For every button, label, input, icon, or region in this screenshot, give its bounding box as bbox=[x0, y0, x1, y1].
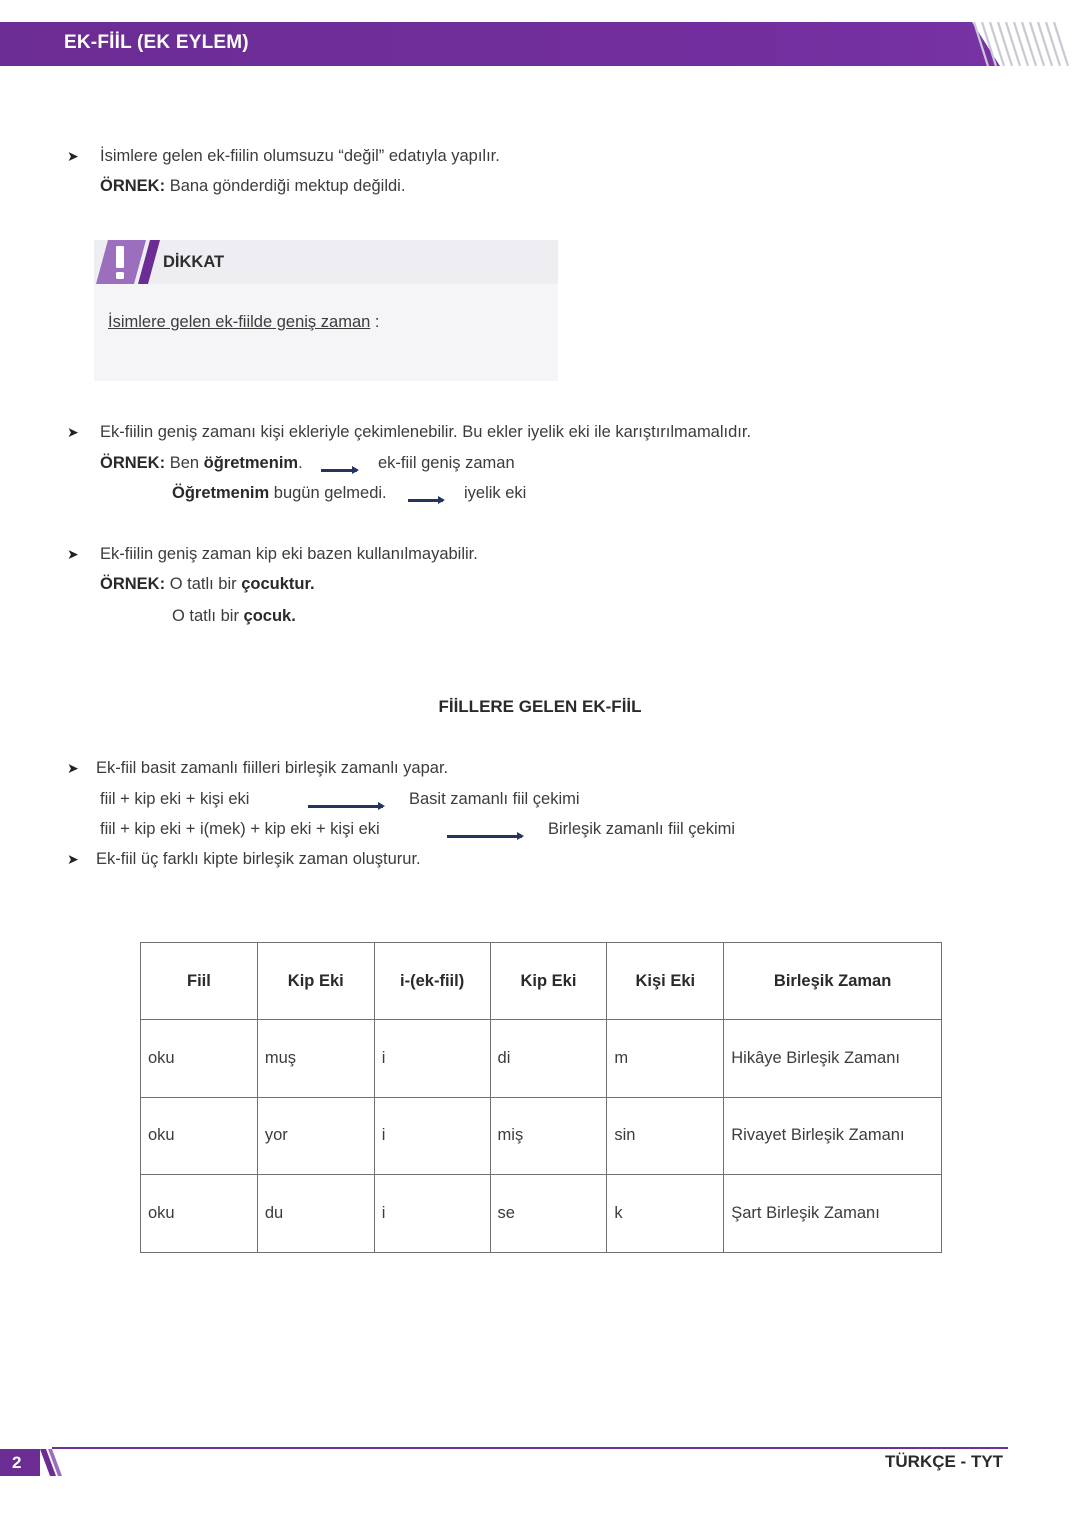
header-stripes-decoration bbox=[966, 22, 1080, 66]
bullet-arrow-icon: ➤ bbox=[67, 760, 79, 776]
example-2b-result: iyelik eki bbox=[464, 484, 527, 502]
footer-divider bbox=[52, 1447, 1008, 1449]
subject-label: TÜRKÇE - TYT bbox=[885, 1452, 1004, 1471]
table-cell: oku bbox=[141, 1175, 258, 1253]
conjugation-table bbox=[140, 942, 942, 1253]
formula-2: fiil + kip eki + i(mek) + kip eki + kişi eki bbox=[100, 820, 380, 838]
formula-2-result: Birleşik zamanlı fiil çekimi bbox=[548, 820, 736, 838]
table-cell: se bbox=[490, 1175, 607, 1253]
column-header: Kip Eki bbox=[257, 943, 374, 1020]
dikkat-body bbox=[108, 313, 379, 332]
example-text: bugün gelmedi. bbox=[273, 484, 387, 502]
rule-text-4: Ek-fiil basit zamanlı fiilleri birleşik zamanlı yapar. bbox=[96, 759, 449, 777]
table-header-row bbox=[141, 943, 942, 1020]
table-row bbox=[141, 1097, 942, 1175]
column-header: Fiil bbox=[141, 943, 258, 1020]
dikkat-title: DİKKAT bbox=[163, 253, 225, 271]
table-cell: i bbox=[374, 1097, 490, 1175]
example-label: ÖRNEK: bbox=[100, 454, 166, 472]
example-text: O tatlı bir bbox=[172, 607, 239, 625]
example-1 bbox=[100, 177, 405, 196]
bullet-arrow-icon: ➤ bbox=[67, 148, 79, 164]
example-3b bbox=[172, 607, 296, 626]
example-bold: çocuk. bbox=[243, 607, 296, 625]
table-row bbox=[141, 1175, 942, 1253]
example-2b bbox=[172, 484, 387, 503]
column-header: i-(ek-fiil) bbox=[374, 943, 490, 1020]
column-header: Kişi Eki bbox=[607, 943, 724, 1020]
bullet-arrow-icon: ➤ bbox=[67, 851, 79, 867]
formula-1: fiil + kip eki + kişi eki bbox=[100, 790, 250, 808]
table-cell: oku bbox=[141, 1097, 258, 1175]
table-cell: di bbox=[490, 1020, 607, 1098]
dikkat-underlined-text: İsimlere gelen ek-fiilde geniş zaman bbox=[108, 313, 371, 331]
section-title: FİİLLERE GELEN EK-FİİL bbox=[438, 697, 642, 716]
table-cell: muş bbox=[257, 1020, 374, 1098]
exclamation-icon bbox=[94, 240, 160, 284]
table-cell: Rivayet Birleşik Zamanı bbox=[724, 1097, 942, 1175]
dikkat-suffix: : bbox=[370, 313, 380, 331]
example-text: Bana gönderdiği mektup değildi. bbox=[169, 177, 406, 195]
bullet-arrow-icon: ➤ bbox=[67, 424, 79, 440]
example-text: O tatlı bir bbox=[169, 575, 237, 593]
right-arrow-icon bbox=[321, 462, 357, 480]
formula-1-result: Basit zamanlı fiil çekimi bbox=[409, 790, 580, 808]
page-number: 2 bbox=[12, 1453, 22, 1472]
table-cell: miş bbox=[490, 1097, 607, 1175]
table-cell: m bbox=[607, 1020, 724, 1098]
table-cell: i bbox=[374, 1175, 490, 1253]
example-bold: Öğretmenim bbox=[172, 484, 270, 502]
rule-text-3: Ek-fiilin geniş zaman kip eki bazen kullanılmayabilir. bbox=[100, 545, 478, 563]
example-2a-result: ek-fiil geniş zaman bbox=[378, 454, 515, 472]
rule-text-1: İsimlere gelen ek-fiilin olumsuzu “değil” edatıyla yapılır. bbox=[100, 147, 500, 165]
right-arrow-icon bbox=[308, 798, 383, 816]
table-cell: k bbox=[607, 1175, 724, 1253]
right-arrow-icon bbox=[408, 492, 443, 510]
example-2a bbox=[100, 454, 303, 473]
table-cell: sin bbox=[607, 1097, 724, 1175]
example-label: ÖRNEK: bbox=[100, 177, 166, 195]
bullet-arrow-icon: ➤ bbox=[67, 546, 79, 562]
footer-stripes-decoration bbox=[40, 1449, 66, 1476]
table-cell: du bbox=[257, 1175, 374, 1253]
example-text: Ben bbox=[169, 454, 200, 472]
page-title: EK-FİİL (EK EYLEM) bbox=[64, 32, 249, 53]
table-row bbox=[141, 1020, 942, 1098]
table-cell: oku bbox=[141, 1020, 258, 1098]
rule-text-5: Ek-fiil üç farklı kipte birleşik zaman oluşturur. bbox=[96, 850, 421, 868]
table-cell: Şart Birleşik Zamanı bbox=[724, 1175, 942, 1253]
example-bold: çocuktur. bbox=[241, 575, 315, 593]
column-header: Birleşik Zaman bbox=[724, 943, 942, 1020]
example-label: ÖRNEK: bbox=[100, 575, 166, 593]
table-cell: i bbox=[374, 1020, 490, 1098]
rule-text-2: Ek-fiilin geniş zamanı kişi ekleriyle çekimlenebilir. Bu ekler iyelik eki ile karıştırılmamalıdır. bbox=[100, 423, 752, 441]
table-cell: yor bbox=[257, 1097, 374, 1175]
example-punct: . bbox=[298, 454, 303, 472]
column-header: Kip Eki bbox=[490, 943, 607, 1020]
table-cell: Hikâye Birleşik Zamanı bbox=[724, 1020, 942, 1098]
example-bold: öğretmenim bbox=[203, 454, 299, 472]
right-arrow-icon bbox=[447, 828, 522, 846]
example-3a bbox=[100, 575, 315, 594]
